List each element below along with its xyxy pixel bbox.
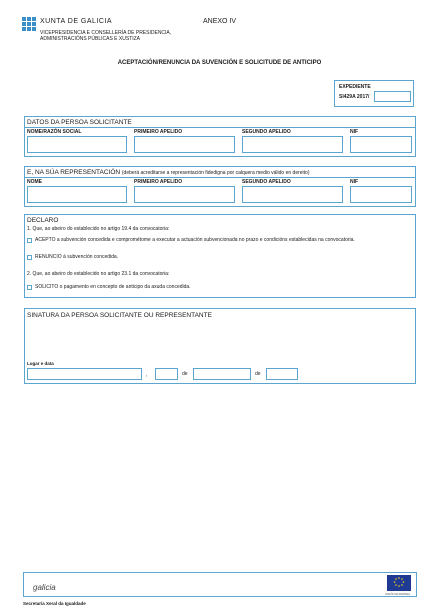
- rep-nome-field[interactable]: [27, 186, 127, 203]
- lugar-data-label: Lugar e data: [27, 361, 54, 366]
- solicito-label: SOLICITO o pagamento en concepto de anticipo da axuda concedida.: [35, 284, 191, 290]
- declaro-item1: 1. Que, ao abeiro do establecido no artigo 19.4 da convocatoria:: [27, 226, 170, 232]
- solicito-checkbox[interactable]: [27, 285, 32, 290]
- org-name: XUNTA DE GALICIA: [40, 18, 113, 25]
- lugar-field[interactable]: [27, 368, 142, 380]
- day-field[interactable]: [155, 368, 178, 380]
- eu-stars-icon: [387, 575, 411, 591]
- solicitante-divider: [24, 127, 416, 128]
- secretaria-label: Secretaría Xeral da Igualdade: [23, 601, 86, 606]
- page-title: ACEPTACIÓN/RENUNCIA DA SUVENCIÓN E SOLICITUDE DE ANTICIPO: [117, 60, 322, 66]
- month-field[interactable]: [193, 368, 251, 380]
- sinatura-heading: SINATURA DA PERSOA SOLICITANTE OU REPRESENTANTE: [27, 312, 212, 319]
- label-segundo-apelido: SEGUNDO APELIDO: [242, 129, 291, 135]
- galicia-logo-text: galicia: [33, 583, 56, 592]
- representacion-heading-text: E, NA SÚA REPRESENTACIÓN: [27, 169, 121, 176]
- eu-caption: UNIÓN EUROPEA: [385, 592, 411, 596]
- label-rep-nome: NOME: [27, 179, 42, 185]
- renuncio-label: RENUNCIO á subvención concedida.: [35, 254, 119, 260]
- xunta-logo: [22, 17, 36, 31]
- representacion-note: (deberá acreditarse a representación fidedigna por calquera medio válido en dereito): [121, 170, 310, 176]
- segundo-apelido-field[interactable]: [242, 136, 343, 153]
- de-separator-2: de: [255, 371, 261, 377]
- expediente-code: SI429A 2017/: [339, 94, 370, 100]
- expediente-number-field[interactable]: [374, 91, 411, 102]
- label-nif: NIF: [350, 129, 359, 135]
- representacion-heading: [27, 169, 310, 177]
- declaro-heading: DECLARO: [27, 217, 59, 224]
- de-separator-1: de: [182, 371, 188, 377]
- eu-flag: [387, 575, 411, 591]
- dept-line2: ADMINISTRACIÓNS PÚBLICAS E XUSTIZA: [40, 36, 141, 42]
- expediente-label: EXPEDIENTE: [339, 84, 371, 90]
- label-primeiro-apelido: PRIMEIRO APELIDO: [134, 129, 183, 135]
- footer-box: [23, 572, 417, 597]
- primeiro-apelido-field[interactable]: [134, 136, 235, 153]
- nome-razon-field[interactable]: [27, 136, 127, 153]
- rep-primeiro-apelido-field[interactable]: [134, 186, 235, 203]
- representacion-divider: [24, 177, 416, 178]
- label-rep-nif: NIF: [350, 179, 359, 185]
- label-rep-primeiro-apelido: PRIMEIRO APELIDO: [134, 179, 183, 185]
- rep-nif-field[interactable]: [350, 186, 412, 203]
- annex-label: ANEXO IV: [203, 18, 237, 25]
- solicitante-heading: DATOS DA PERSOA SOLICITANTE: [27, 119, 132, 126]
- galicia-logo: [33, 577, 56, 592]
- label-rep-segundo-apelido: SEGUNDO APELIDO: [242, 179, 291, 185]
- declaro-item2: 2. Que, ao abeiro do establecido no artigo 23.1 da convocatoria:: [27, 271, 170, 277]
- xunta-emblem-icon: [22, 17, 36, 31]
- dept-line1: VICEPRESIDENCIA E CONSELLERÍA DE PRESIDENCIA,: [40, 30, 172, 36]
- year-field[interactable]: [266, 368, 298, 380]
- label-nome-razon: NOME/RAZÓN SOCIAL: [27, 129, 82, 135]
- renuncio-checkbox[interactable]: [27, 255, 32, 260]
- comma-separator: ,: [146, 372, 148, 378]
- nif-field[interactable]: [350, 136, 412, 153]
- accept-label: ACEPTO a subvención concedida e comprométome a executar a actuación subvencionada no prazo e condicións establecidas na convocatoria.: [35, 237, 355, 243]
- accept-checkbox[interactable]: [27, 238, 32, 243]
- rep-segundo-apelido-field[interactable]: [242, 186, 343, 203]
